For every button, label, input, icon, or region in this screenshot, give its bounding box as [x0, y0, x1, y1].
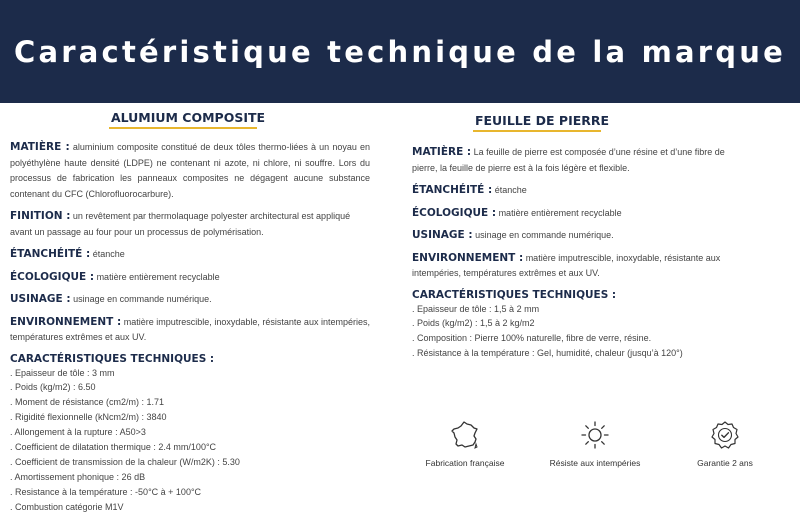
- spec-item: . Coefficient de transmission de la chaleur (W/m2K) : 5.30: [10, 456, 240, 467]
- feature-label: Fabrication française: [425, 458, 505, 468]
- spec-item: . Composition : Pierre 100% naturelle, fibre de verre, résine.: [412, 333, 652, 344]
- text-matiere: La feuille de pierre est composée d’une résine et d’une fibre de pierre, la feuille de pierre est à la fois légère et flexible.: [412, 147, 725, 173]
- section-title-aluminium: [10, 110, 366, 128]
- feature-weather-resistant: [535, 420, 655, 480]
- paragraph-environnement: [412, 251, 752, 282]
- paragraph-ecologique: [10, 270, 370, 286]
- paragraph-finition: [10, 209, 370, 240]
- spec-item: . Poids (kg/m2) : 6.50: [10, 382, 96, 393]
- spec-item: . Allongement à la rupture : A50>3: [10, 427, 146, 438]
- spec-item: . Combustion catégorie M1V: [10, 501, 124, 512]
- label-environnement: ENVIRONNEMENT :: [412, 251, 524, 264]
- text-matiere: aluminium composite constitué de deux tôles thermo-liées à un noyau en polyéthylène haute densité (LDPE) ne contenant ni azote, ni chlore, ni souffre. Lors du processus de fabrication les panneaux composites ne dégagent aucune substance contenant du CFC (Chlorofluorocarbure).: [10, 142, 370, 199]
- label-etancheite: ÉTANCHÉITÉ :: [10, 248, 91, 260]
- text-ecologique: matière entièrement recyclable: [496, 207, 622, 218]
- label-etancheite: ÉTANCHÉITÉ :: [412, 184, 493, 196]
- spec-item: . Amortissement phonique : 26 dB: [10, 471, 146, 482]
- spec-item: . Poids (kg/m2) : 1,5 à 2 kg/m2: [412, 318, 535, 329]
- spec-item: . Coefficient de dilatation thermique : 2.4 mm/100°C: [10, 442, 217, 453]
- label-usinage: USINAGE :: [10, 293, 71, 305]
- paragraph-etancheite: [412, 183, 752, 199]
- text-etancheite: étanche: [492, 185, 527, 195]
- text-etancheite: étanche: [90, 249, 125, 259]
- spec-item: . Rigidité flexionnelle (kNcm2/m) : 3840: [10, 412, 167, 423]
- specs-list: [412, 302, 752, 362]
- label-matiere: MATIÈRE :: [412, 146, 472, 158]
- text-ecologique: matière entièrement recyclable: [94, 271, 220, 282]
- text-environnement: matière imputrescible, inoxydable, résistante aux intempéries, températures extrêmes et aux UV.: [412, 252, 721, 278]
- feature-label: Garantie 2 ans: [697, 458, 753, 468]
- paragraph-etancheite: [10, 247, 370, 263]
- label-ecologique: ÉCOLOGIQUE :: [10, 270, 95, 283]
- spec-item: . Résistance à la température : Gel, humidité, chaleur (jusqu’à 120°): [412, 348, 683, 359]
- paragraph-matiere: [10, 140, 370, 202]
- paragraph-matiere: [412, 145, 752, 176]
- text-finition: un revêtement par thermolaquage polyester architectural est appliqué avant un passage au four pour un processus de polymérisation.: [10, 211, 351, 237]
- specs-list: [10, 366, 370, 515]
- label-matiere: MATIÈRE :: [10, 141, 70, 153]
- label-environnement: ENVIRONNEMENT :: [10, 315, 122, 328]
- feature-made-in-france: [405, 420, 525, 480]
- specs-heading: CARACTÉRISTIQUES TECHNIQUES :: [10, 352, 215, 365]
- paragraph-usinage: [412, 228, 752, 244]
- feature-warranty: [665, 420, 785, 480]
- spec-item: . Moment de résistance (cm2/m) : 1.71: [10, 397, 165, 408]
- column-stone-sheet: [412, 113, 752, 361]
- label-usinage: USINAGE :: [412, 229, 473, 241]
- france-map-icon: [450, 420, 480, 450]
- page-title: Caractéristique technique de la marque: [14, 34, 786, 69]
- text-usinage: usinage en commande numérique.: [472, 230, 614, 240]
- spec-item: . Epaisseur de tôle : 3 mm: [10, 367, 115, 378]
- column-aluminium: [10, 110, 370, 515]
- text-environnement: matière imputrescible, inoxydable, résistante aux intempéries, températures extrêmes et aux UV.: [10, 316, 370, 342]
- spec-item: . Resistance à la température : -50°C à + 100°C: [10, 486, 202, 497]
- paragraph-environnement: [10, 315, 370, 346]
- feature-label: Résiste aux intempéries: [549, 458, 641, 468]
- sun-icon: [580, 420, 610, 450]
- section-title-stone: [362, 113, 722, 131]
- section-title-text: ALUMIUM COMPOSITE: [111, 110, 265, 128]
- paragraph-usinage: [10, 292, 370, 308]
- label-finition: FINITION :: [10, 210, 71, 222]
- warranty-badge-icon: [710, 420, 740, 450]
- section-title-text: FEUILLE DE PIERRE: [475, 113, 609, 131]
- label-ecologique: ÉCOLOGIQUE :: [412, 206, 497, 219]
- text-usinage: usinage en commande numérique.: [70, 294, 212, 304]
- spec-item: . Epaisseur de tôle : 1,5 à 2 mm: [412, 303, 540, 314]
- specs-heading: CARACTÉRISTIQUES TECHNIQUES :: [412, 288, 617, 301]
- features-row: [405, 420, 785, 480]
- paragraph-ecologique: [412, 206, 752, 222]
- header-banner: [0, 0, 800, 103]
